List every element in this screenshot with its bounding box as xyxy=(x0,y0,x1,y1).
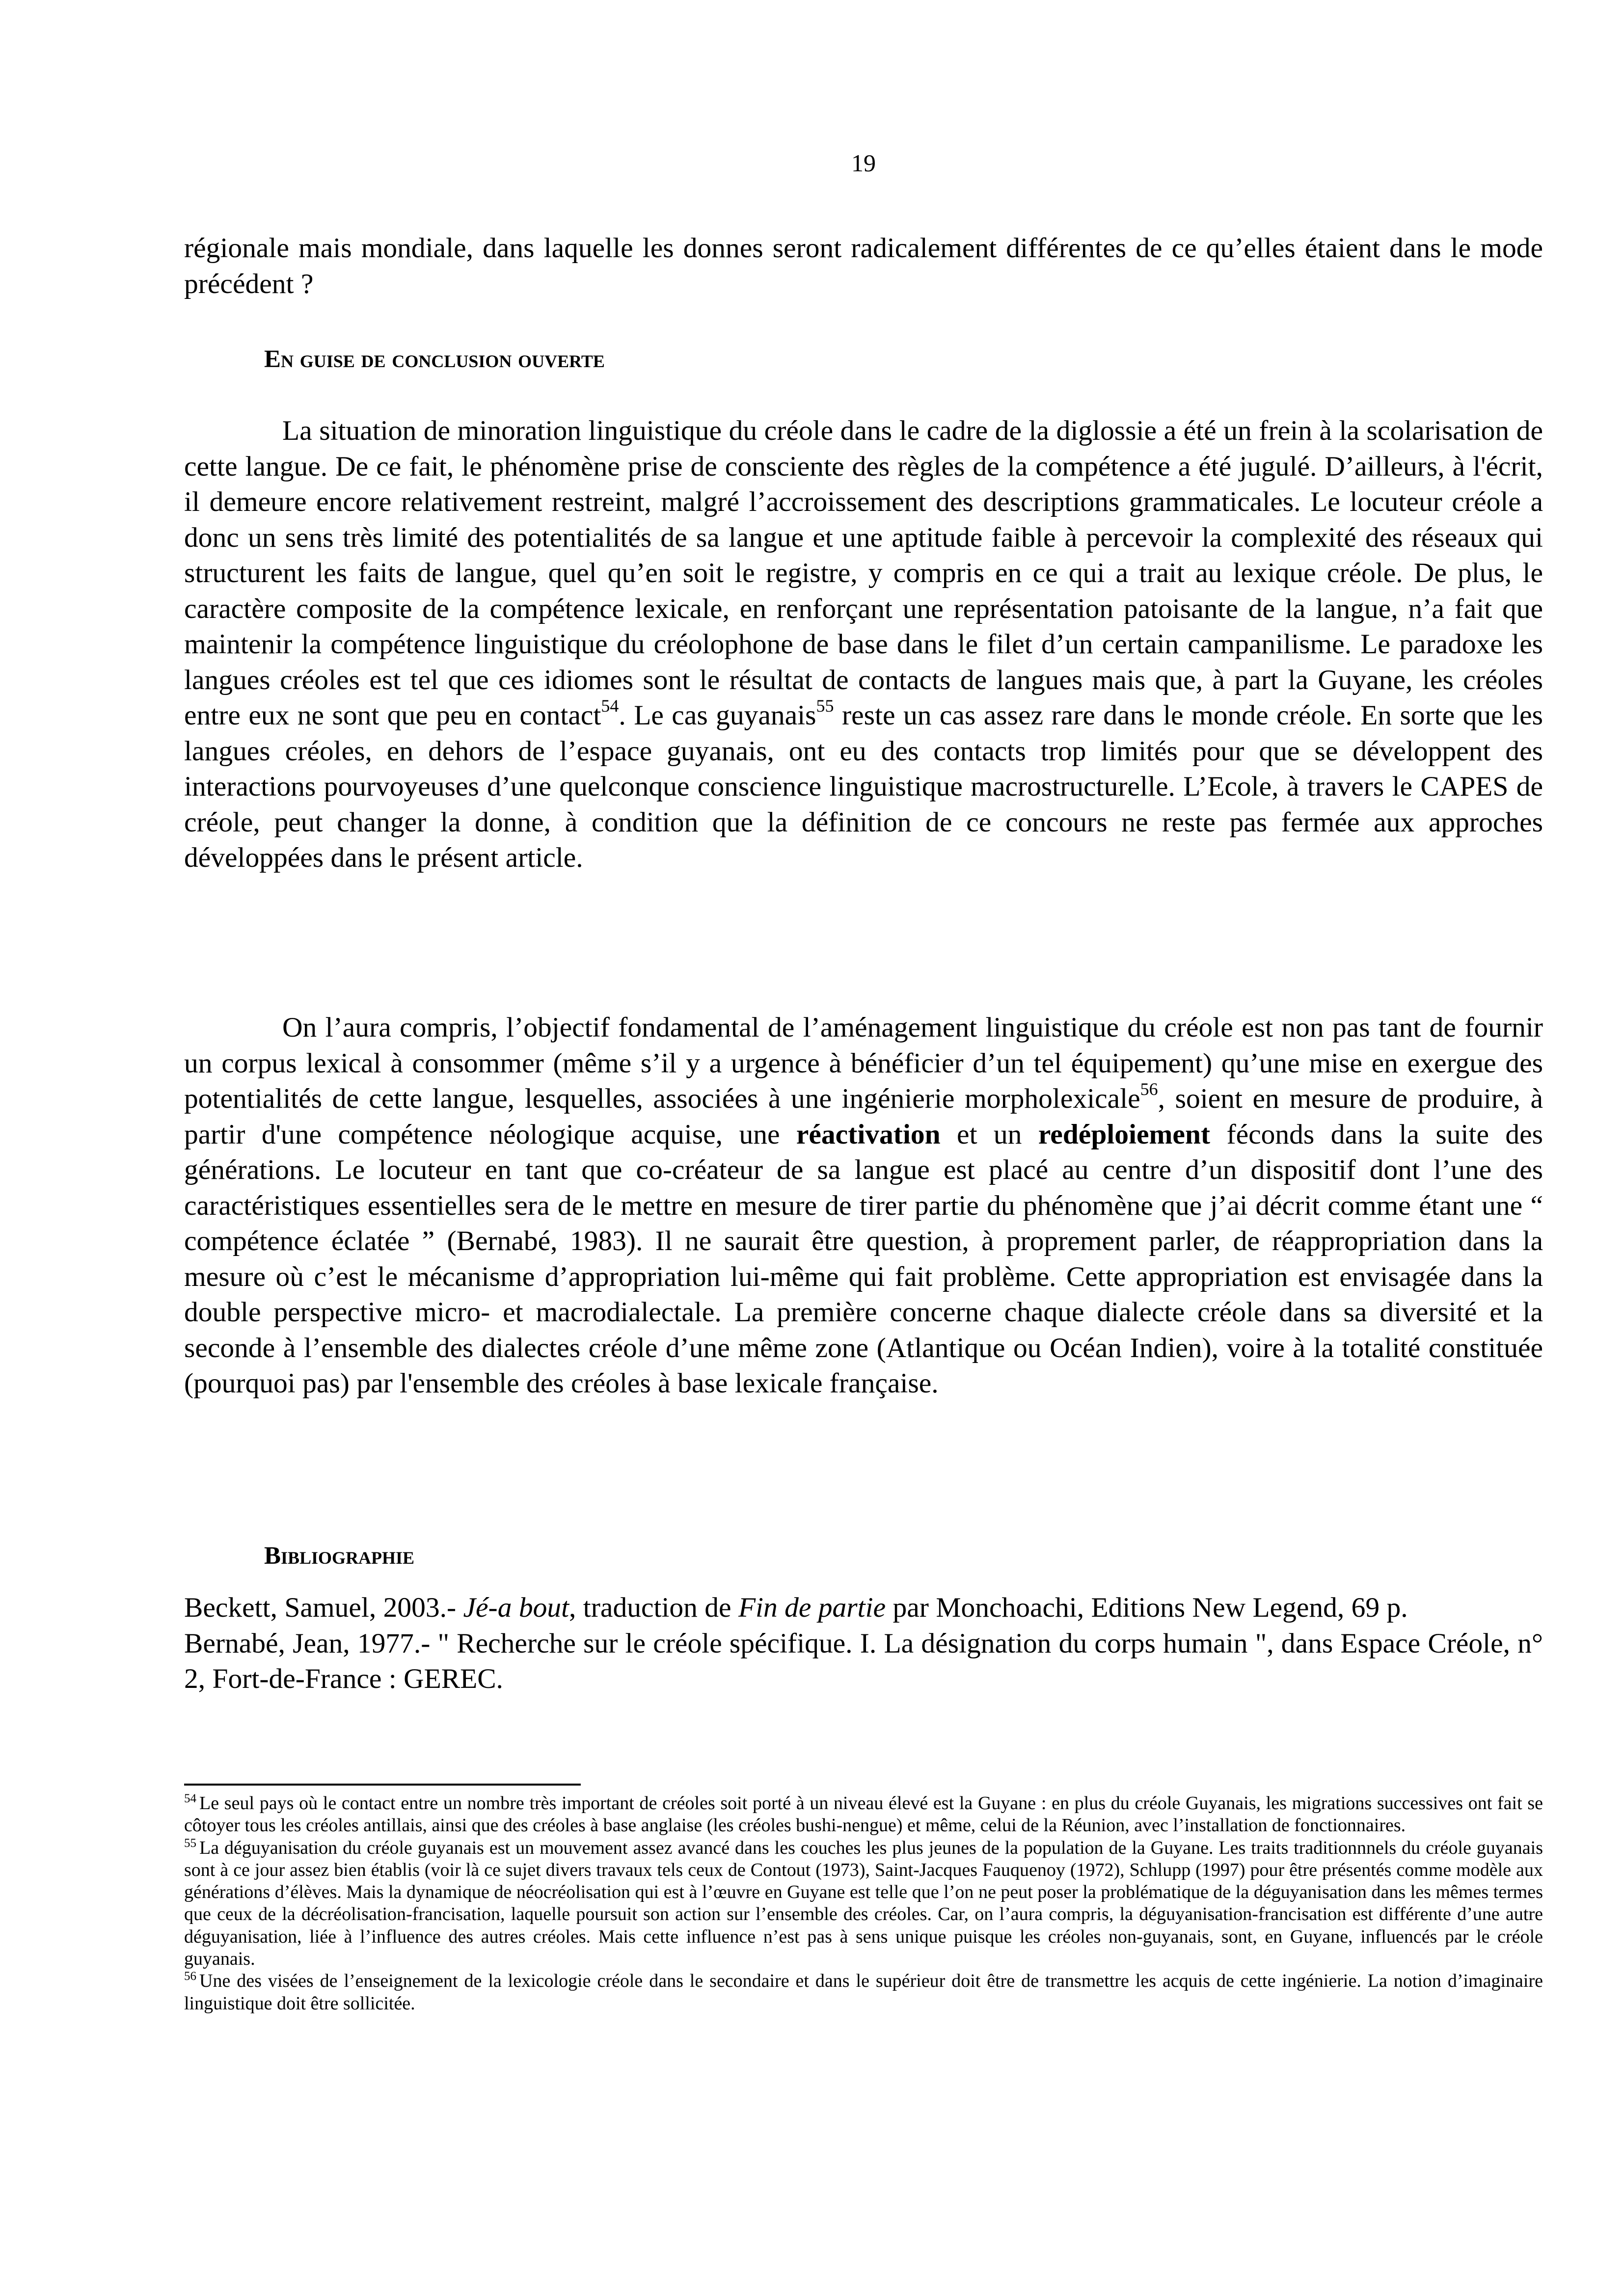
conclusion-paragraph-1 xyxy=(184,413,1543,876)
conclusion-paragraph-2 xyxy=(184,1010,1543,1402)
section-heading-conclusion: En guise de conclusion ouverte xyxy=(264,346,605,373)
bold-term-redeploiement: redéploiement xyxy=(1038,1119,1211,1150)
paragraph-text: , soient en mesure de produire, à partir d'une compétence néologique acquise, une xyxy=(184,1083,1543,1150)
paragraph-text: reste un cas assez rare dans le monde créole. En sorte que les langues créoles, en dehors de l’espace guyanais, ont eu des contacts trop limités pour que se développent des interactions pourvoyeuses d’une quelconque conscience linguistique macrostructurelle. L’Ecole, à travers le CAPES de créole, peut changer la donne, à condition que la définition de ce concours ne reste pas fermée aux approches développées dans le présent article. xyxy=(184,700,1543,873)
entry-text: Bernabé, Jean, 1977.- " Recherche sur le créole spécifique. I. La désignation du corps humain ", dans Espace Créole, n° 2, Fort-de-France : GEREC. xyxy=(184,1628,1543,1694)
footnote-number: 56 xyxy=(184,1970,196,1983)
entry-original-title: Fin de partie xyxy=(738,1592,886,1623)
entry-publisher: par Monchoachi, Editions New Legend, 69 p. xyxy=(886,1592,1408,1623)
section-heading-bibliography: Bibliographie xyxy=(264,1542,415,1570)
bibliography-entry xyxy=(184,1626,1543,1697)
footnote-56 xyxy=(184,1970,1543,2015)
paragraph-text: La situation de minoration linguistique du créole dans le cadre de la diglossie a été un frein à la scolarisation de cette langue. De ce fait, le phénomène prise de consciente des règles de la compétence a été jugulé. D’ailleurs, à l'écrit, il demeure encore relativement restreint, malgré l’accroissement des descriptions grammaticales. Le locuteur créole a donc un sens très limité des potentialités de sa langue et une aptitude faible à percevoir la complexité des réseaux qui structurent les faits de langue, quel qu’en soit le registre, y compris en ce qui a trait au lexique créole. De plus, le caractère composite de la compétence lexicale, en renforçant une représentation patoisante de la langue, n’a fait que maintenir la compétence linguistique du créolophone de base dans le filet d’un certain campanilisme. Le paradoxe les langues créoles est tel que ces idiomes sont le résultat de contacts de langues mais que, à part la Guyane, les créoles entre eux ne sont que peu en contact xyxy=(184,415,1543,731)
footnote-number: 55 xyxy=(184,1836,196,1850)
paragraph-text: féconds dans la suite des générations. Le locuteur en tant que co-créateur de sa langue est placé au centre d’un dispositif dont l’une des caractéristiques essentielles sera de le mettre en mesure de tirer partie du phénomène que j’ai décrit comme étant une “ compétence éclatée ” (Bernabé, 1983). Il ne saurait être question, à proprement parler, de réappropriation dans la mesure où c’est le mécanisme d’appropriation lui-même qui fait problème. Cette appropriation est envisagée dans la double perspective micro- et macrodialectale. La première concerne chaque dialecte créole dans sa diversité et la seconde à l’ensemble des dialectes créole d’une même zone (Atlantique ou Océan Indien), voire à la totalité constituée (pourquoi pas) par l'ensemble des créoles à base lexicale française. xyxy=(184,1119,1543,1399)
paragraph-text: On l’aura compris, l’objectif fondamental de l’aménagement linguistique du créole est non pas tant de fournir un corpus lexical à consommer (même s’il y a urgence à bénéficier d’un tel équipement) qu’une mise en exergue des potentialités de cette langue, lesquelles, associées à une ingénierie morpholexicale xyxy=(184,1012,1543,1114)
page-number: 19 xyxy=(851,149,876,177)
footnote-ref-55[interactable]: 55 xyxy=(816,696,834,716)
footnotes xyxy=(184,1792,1543,2015)
footnote-separator xyxy=(184,1784,581,1786)
paragraph-text: . Le cas guyanais xyxy=(619,700,816,731)
footnote-text: La déguyanisation du créole guyanais est un mouvement assez avancé dans les couches les plus jeunes de la population de la Guyane. Les traits traditionnnels du créole guyanais sont à ce jour assez bien établis (voir là ce sujet divers travaux tels ceux de Contout (1973), Saint-Jacques Fauquenoy (1972), Schlupp (1997) pour être présentés comme modèle aux générations d’élèves. Mais la dynamique de néocréolisation qui est à l’œuvre en Guyane est telle que l’on ne peut poser la problématique de la déguyanisation dans les mêmes termes que ceux de la décréolisation-francisation, laquelle poursuit son action sur l’ensemble des créoles. Car, on l’aura compris, la déguyanisation-francisation est différente d’une autre déguyanisation, liée à l’influence des autres créoles. Mais cette influence n’est pas à sens unique puisque les créoles non-guyanais, sont, en Guyane, influencés par le créole guyanais. xyxy=(184,1837,1543,1970)
footnote-ref-56[interactable]: 56 xyxy=(1140,1079,1158,1099)
footnote-text: Le seul pays où le contact entre un nombre très important de créoles soit porté à un niveau élevé est la Guyane : en plus du créole Guyanais, les migrations successives ont fait se côtoyer tous les créoles antillais, ainsi que des créoles à base anglaise (les créoles bushi-nengue) et même, celui de la Réunion, avec l’installation de fonctionnaires. xyxy=(184,1793,1543,1836)
entry-text: , traduction de xyxy=(569,1592,738,1623)
footnote-text: Une des visées de l’enseignement de la lexicologie créole dans le secondaire et dans le supérieur doit être de transmettre les acquis de cette ingénierie. La notion d’imaginaire linguistique doit être sollicitée. xyxy=(184,1971,1543,2014)
bold-term-reactivation: réactivation xyxy=(796,1119,941,1150)
footnote-ref-54[interactable]: 54 xyxy=(601,696,619,716)
footnote-number: 54 xyxy=(184,1792,196,1805)
bibliography-list xyxy=(184,1590,1543,1697)
entry-author: Beckett, Samuel, 2003.- xyxy=(184,1592,463,1623)
footnote-54 xyxy=(184,1792,1543,1837)
bibliography-entry xyxy=(184,1590,1543,1626)
intro-paragraph: régionale mais mondiale, dans laquelle les donnes seront radicalement différentes de ce qu’elles étaient dans le mode précédent ? xyxy=(184,233,1543,299)
paragraph-text: et un xyxy=(940,1119,1038,1150)
entry-title: Jé-a bout xyxy=(463,1592,569,1623)
footnote-55 xyxy=(184,1837,1543,1971)
